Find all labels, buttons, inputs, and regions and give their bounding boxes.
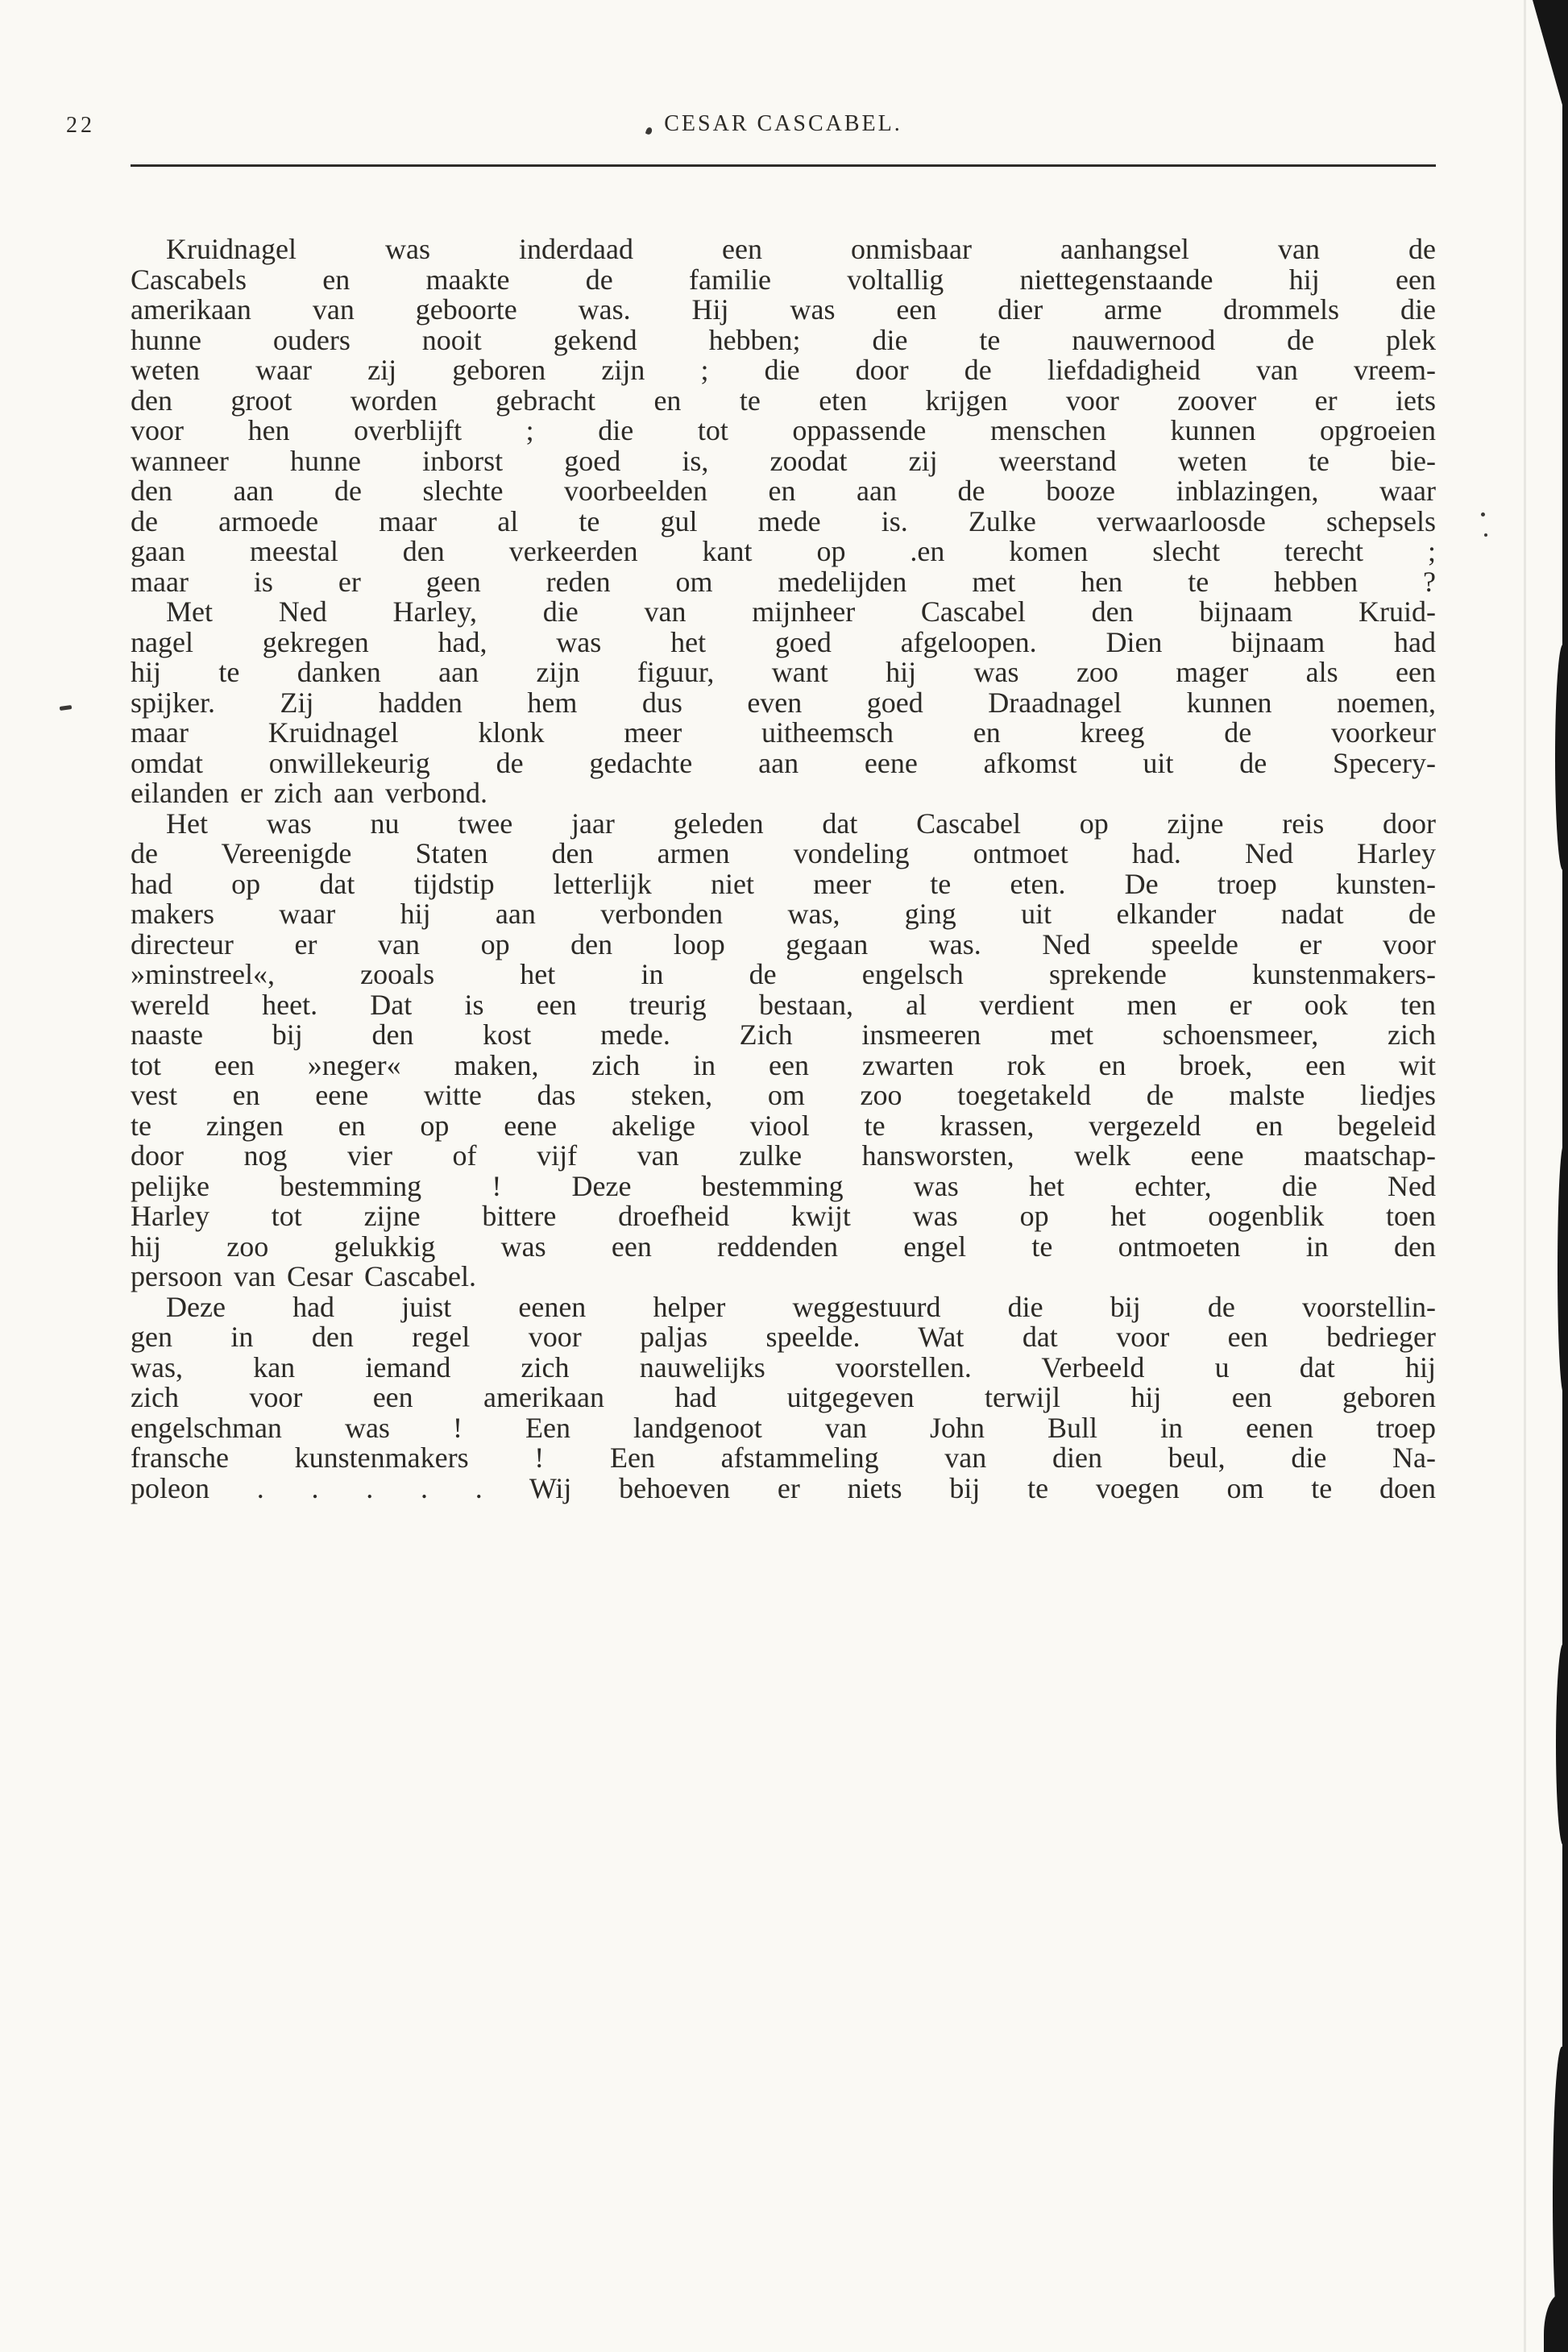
text-line: voor hen overblijft ; die tot oppassende menschen kunnen opgroeien [131, 414, 1436, 446]
text-line: fransche kunstenmakers ! Een afstammeling van dien beul, die Na- [131, 1441, 1436, 1474]
scan-edge-artifact [1533, 0, 1568, 125]
text-line: pelijke bestemming ! Deze bestemming was het echter, die Ned [131, 1169, 1436, 1202]
text-line: den groot worden gebracht en te eten krijgen voor zoover er iets [131, 384, 1436, 417]
text-line: wereld heet. Dat is een treurig bestaan, al verdient men er ook ten [131, 988, 1436, 1021]
text-line: had op dat tijdstip letterlijk niet meer te eten. De troep kunsten- [131, 867, 1436, 900]
text-line: weten waar zij geboren zijn ; die door de liefdadigheid van vreem- [131, 354, 1436, 386]
text-block [131, 234, 1436, 1504]
print-speck [1481, 512, 1485, 516]
scan-edge-artifact [1556, 1644, 1568, 1845]
text-line: te zingen en op eene akelige viool te krassen, vergezeld en begeleid [131, 1109, 1436, 1142]
scan-edge-artifact [1558, 1144, 1568, 1394]
text-line: poleon . . . . . Wij behoeven er niets bij te voegen om te doen [131, 1471, 1436, 1504]
text-line: maar Kruidnagel klonk meer uitheemsch en kreeg de voorkeur [131, 716, 1436, 749]
text-line: naaste bij den kost mede. Zich insmeeren met schoensmeer, zich [131, 1018, 1436, 1051]
text-line: de armoede maar al te gul mede is. Zulke verwaarloosde schepsels [131, 504, 1436, 537]
page-header [66, 111, 1436, 145]
running-title: CESAR CASCABEL. [664, 111, 902, 136]
text-line: vest en eene witte das steken, om zoo toegetakeld de malste liedjes [131, 1079, 1436, 1111]
text-line: engelschman was ! Een landgenoot van John Bull in eenen troep [131, 1411, 1436, 1444]
text-line: »minstreel«, zooals het in de engelsch sprekende kunstenmakers- [131, 958, 1436, 990]
page-content [66, 111, 1436, 1504]
text-line: tot een »neger« maken, zich in een zwarten rok en broek, een wit [131, 1048, 1436, 1081]
text-line: persoon van Cesar Cascabel. [131, 1260, 476, 1292]
text-line: de Vereenigde Staten den armen vondeling ontmoet had. Ned Harley [131, 837, 1436, 869]
text-line: maar is er geen reden om medelijden met hen te hebben ? [131, 565, 1436, 598]
text-line: Cascabels en maakte de familie voltallig niettegenstaande hij een [131, 263, 1436, 296]
text-line: hunne ouders nooit gekend hebben; die te nauwernood de plek [131, 323, 1436, 356]
text-line: Het was nu twee jaar geleden dat Cascabel op zijne reis door [166, 807, 1436, 840]
scan-edge-artifact [1555, 645, 1568, 870]
scan-edge-artifact [1544, 2294, 1568, 2352]
text-line: wanneer hunne inborst goed is, zoodat zij weerstand weten te bie- [131, 444, 1436, 477]
print-speck [60, 705, 73, 711]
text-line: hij te danken aan zijn figuur, want hij was zoo mager als een [131, 656, 1436, 688]
text-line: Met Ned Harley, die van mijnheer Cascabel den bijnaam Kruid- [166, 595, 1436, 628]
text-line: door nog vier of vijf van zulke hansworsten, welk eene maatschap- [131, 1139, 1436, 1172]
paragraph [131, 234, 1436, 597]
text-line: den aan de slechte voorbeelden en aan de booze inblazingen, waar [131, 475, 1436, 507]
text-line: was, kan iemand zich nauwelijks voorstellen. Verbeeld u dat hij [131, 1350, 1436, 1383]
text-line: hij zoo gelukkig was een reddenden engel te ontmoeten in den [131, 1230, 1436, 1263]
paragraph [131, 1292, 1436, 1504]
text-line: Deze had juist eenen helper weggestuurd die bij de voorstellin- [166, 1290, 1436, 1323]
text-line: directeur er van op den loop gegaan was. Ned speelde er voor [131, 927, 1436, 960]
header-rule [131, 164, 1436, 167]
text-line: amerikaan van geboorte was. Hij was een dier arme drommels die [131, 293, 1436, 326]
page-number: 22 [66, 113, 95, 138]
page-edge-shadow [1524, 0, 1526, 2352]
text-line: nagel gekregen had, was het goed afgeloopen. Dien bijnaam had [131, 625, 1436, 658]
text-line: omdat onwillekeurig de gedachte aan eene afkomst uit de Specery- [131, 746, 1436, 779]
text-line: eilanden er zich aan verbond. [131, 777, 487, 809]
paragraph [131, 597, 1436, 809]
text-line: Harley tot zijne bittere droefheid kwijt was op het oogenblik toen [131, 1200, 1436, 1232]
text-line: zich voor een amerikaan had uitgegeven terwijl hij een geboren [131, 1381, 1436, 1413]
text-line: spijker. Zij hadden hem dus even goed Draadnagel kunnen noemen, [131, 686, 1436, 719]
print-speck [1484, 533, 1487, 537]
text-line: gen in den regel voor paljas speelde. Wat dat voor een bedrieger [131, 1321, 1436, 1353]
paragraph [131, 809, 1436, 1292]
text-line: gaan meestal den verkeerden kant op .en komen slecht terecht ; [131, 535, 1436, 567]
text-line: makers waar hij aan verbonden was, ging uit elkander nadat de [131, 898, 1436, 930]
text-line: Kruidnagel was inderdaad een onmisbaar aanhangsel van de [166, 233, 1436, 265]
